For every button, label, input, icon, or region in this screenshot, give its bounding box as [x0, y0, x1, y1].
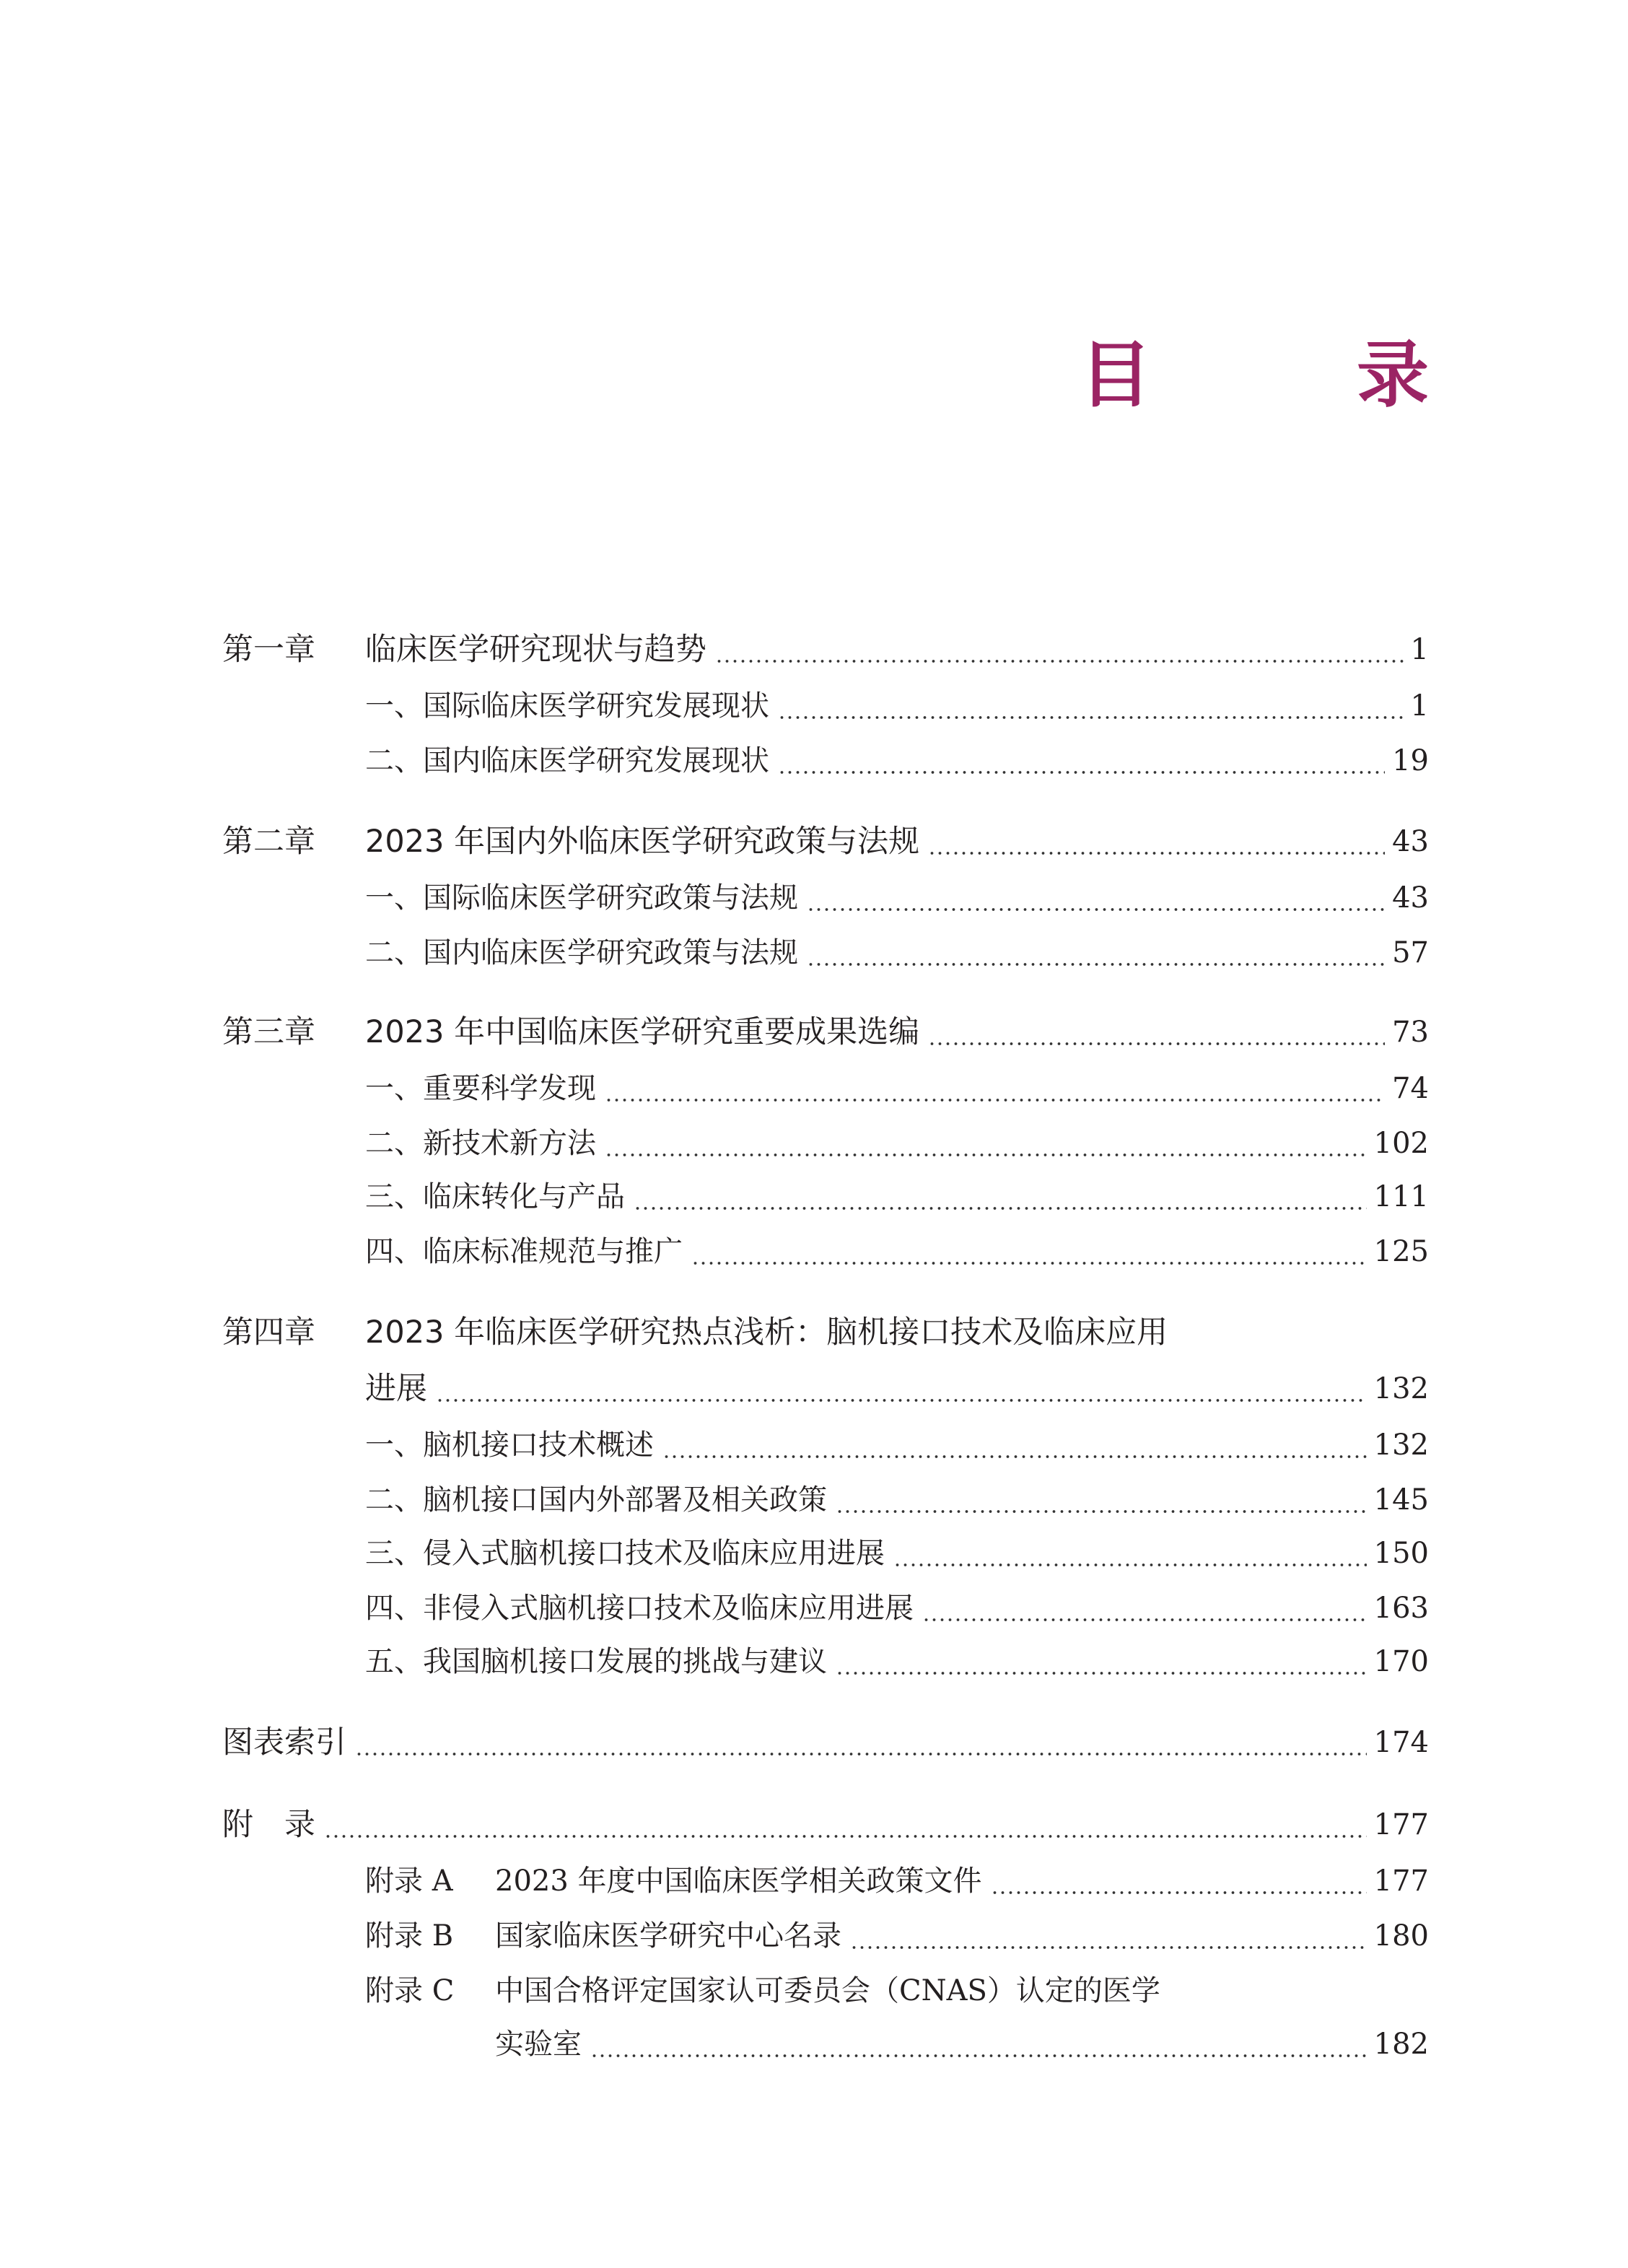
page-number: 19 — [1392, 744, 1429, 777]
toc-section-1-2[interactable] — [0, 739, 1628, 782]
page-number: 111 — [1373, 1180, 1429, 1213]
toc-appendix-a[interactable] — [0, 1859, 1628, 1903]
dot-leader — [836, 1478, 1367, 1522]
toc-chapter-2[interactable] — [0, 820, 1628, 863]
chapter-title: 临床医学研究现状与趋势 — [365, 632, 706, 668]
appendix-label: 附录 B — [365, 1919, 454, 1953]
toc-section-1-1[interactable] — [0, 684, 1628, 728]
section-title: 二、新技术新方法 — [365, 1127, 596, 1160]
dot-leader — [928, 820, 1385, 863]
toc-section-3-3[interactable] — [0, 1175, 1628, 1218]
dot-leader — [715, 628, 1404, 671]
toc-chapter-4-line-1[interactable] — [0, 1311, 1628, 1354]
toc-section-3-4[interactable] — [0, 1230, 1628, 1273]
page-number: 102 — [1373, 1127, 1429, 1160]
appendix-title: 附 录 — [222, 1807, 315, 1843]
toc-appendix-b[interactable] — [0, 1914, 1628, 1958]
dot-leader — [928, 1011, 1385, 1054]
dot-leader — [436, 1367, 1367, 1410]
page-number: 163 — [1373, 1592, 1429, 1625]
dot-leader — [634, 1175, 1367, 1218]
page-number: 74 — [1392, 1072, 1429, 1105]
toc-chapter-4-line-2[interactable] — [0, 1367, 1628, 1410]
page-title: 目 录 — [1080, 333, 1495, 417]
section-title: 五、我国脑机接口发展的挑战与建议 — [365, 1645, 827, 1678]
toc-section-4-2[interactable] — [0, 1478, 1628, 1522]
section-title: 三、临床转化与产品 — [365, 1180, 625, 1213]
dot-leader — [922, 1587, 1367, 1630]
page-number: 43 — [1392, 825, 1429, 858]
section-title: 一、脑机接口技术概述 — [365, 1429, 654, 1462]
section-title: 二、国内临床医学研究政策与法规 — [365, 936, 798, 969]
dot-leader — [662, 1423, 1367, 1467]
dot-leader — [691, 1230, 1367, 1273]
dot-leader — [590, 2023, 1367, 2066]
appendix-label: 附录 A — [365, 1864, 453, 1898]
page-number: 150 — [1373, 1537, 1429, 1570]
chapter-label: 第一章 — [222, 632, 315, 668]
chapter-title: 2023 年临床医学研究热点浅析：脑机接口技术及临床应用 — [365, 1314, 1168, 1351]
appendix-item-title: 国家临床医学研究中心名录 — [495, 1919, 841, 1953]
dot-leader — [324, 1803, 1367, 1846]
page-number: 177 — [1373, 1864, 1429, 1898]
appendix-item-title: 2023 年度中国临床医学相关政策文件 — [495, 1864, 982, 1898]
toc-section-3-2[interactable] — [0, 1122, 1628, 1165]
dot-leader — [355, 1721, 1367, 1764]
section-title: 二、脑机接口国内外部署及相关政策 — [365, 1483, 827, 1517]
page-number: 180 — [1373, 1919, 1429, 1953]
chapter-title: 2023 年中国临床医学研究重要成果选编 — [365, 1014, 920, 1050]
toc-chapter-3[interactable] — [0, 1011, 1628, 1054]
appendix-label: 附录 C — [365, 1974, 455, 2007]
dot-leader — [850, 1914, 1367, 1958]
page-number: 125 — [1373, 1235, 1429, 1268]
toc-section-4-3[interactable] — [0, 1532, 1628, 1575]
dot-leader — [893, 1532, 1367, 1575]
page-number: 132 — [1373, 1372, 1429, 1405]
page-number: 170 — [1373, 1645, 1429, 1678]
toc-section-2-2[interactable] — [0, 931, 1628, 974]
toc-appendix[interactable] — [0, 1803, 1628, 1846]
section-title: 四、临床标准规范与推广 — [365, 1235, 683, 1268]
dot-leader — [807, 876, 1385, 920]
toc-appendix-c-line-1[interactable] — [0, 1969, 1628, 2012]
section-title: 一、国际临床医学研究发展现状 — [365, 689, 769, 723]
dot-leader — [778, 739, 1385, 782]
toc-section-2-1[interactable] — [0, 876, 1628, 920]
appendix-item-title: 中国合格评定国家认可委员会（CNAS）认定的医学 — [495, 1974, 1160, 2007]
toc-section-4-4[interactable] — [0, 1587, 1628, 1630]
section-title: 一、国际临床医学研究政策与法规 — [365, 881, 798, 915]
toc-section-3-1[interactable] — [0, 1067, 1628, 1110]
dot-leader — [991, 1859, 1367, 1903]
toc-figure-index[interactable] — [0, 1721, 1628, 1764]
section-title: 二、国内临床医学研究发展现状 — [365, 744, 769, 777]
page-number: 1 — [1410, 633, 1429, 666]
dot-leader — [836, 1640, 1367, 1683]
chapter-label: 第四章 — [222, 1314, 315, 1351]
chapter-label: 第三章 — [222, 1014, 315, 1050]
dot-leader — [605, 1067, 1385, 1110]
dot-leader — [605, 1122, 1367, 1165]
page-number: 43 — [1392, 881, 1429, 915]
section-title: 四、非侵入式脑机接口技术及临床应用进展 — [365, 1592, 914, 1625]
toc-section-4-5[interactable] — [0, 1640, 1628, 1683]
page-number: 182 — [1373, 2028, 1429, 2061]
dot-leader — [807, 931, 1385, 974]
page-number: 73 — [1392, 1016, 1429, 1049]
dot-leader — [778, 684, 1404, 728]
page-number: 132 — [1373, 1429, 1429, 1462]
page-number: 145 — [1373, 1483, 1429, 1517]
page-number: 177 — [1373, 1808, 1429, 1841]
page-number: 174 — [1373, 1726, 1429, 1759]
toc-appendix-c-line-2[interactable] — [0, 2023, 1628, 2066]
page-number: 1 — [1410, 689, 1429, 723]
toc-section-4-1[interactable] — [0, 1423, 1628, 1467]
page-number: 57 — [1392, 936, 1429, 969]
chapter-label: 第二章 — [222, 824, 315, 860]
toc-chapter-1[interactable] — [0, 628, 1628, 671]
appendix-item-title-continued: 实验室 — [495, 2028, 582, 2061]
chapter-title-continued: 进展 — [365, 1371, 427, 1407]
section-title: 一、重要科学发现 — [365, 1072, 596, 1105]
chapter-title: 2023 年国内外临床医学研究政策与法规 — [365, 824, 920, 860]
index-title: 图表索引 — [222, 1724, 346, 1761]
section-title: 三、侵入式脑机接口技术及临床应用进展 — [365, 1537, 885, 1570]
